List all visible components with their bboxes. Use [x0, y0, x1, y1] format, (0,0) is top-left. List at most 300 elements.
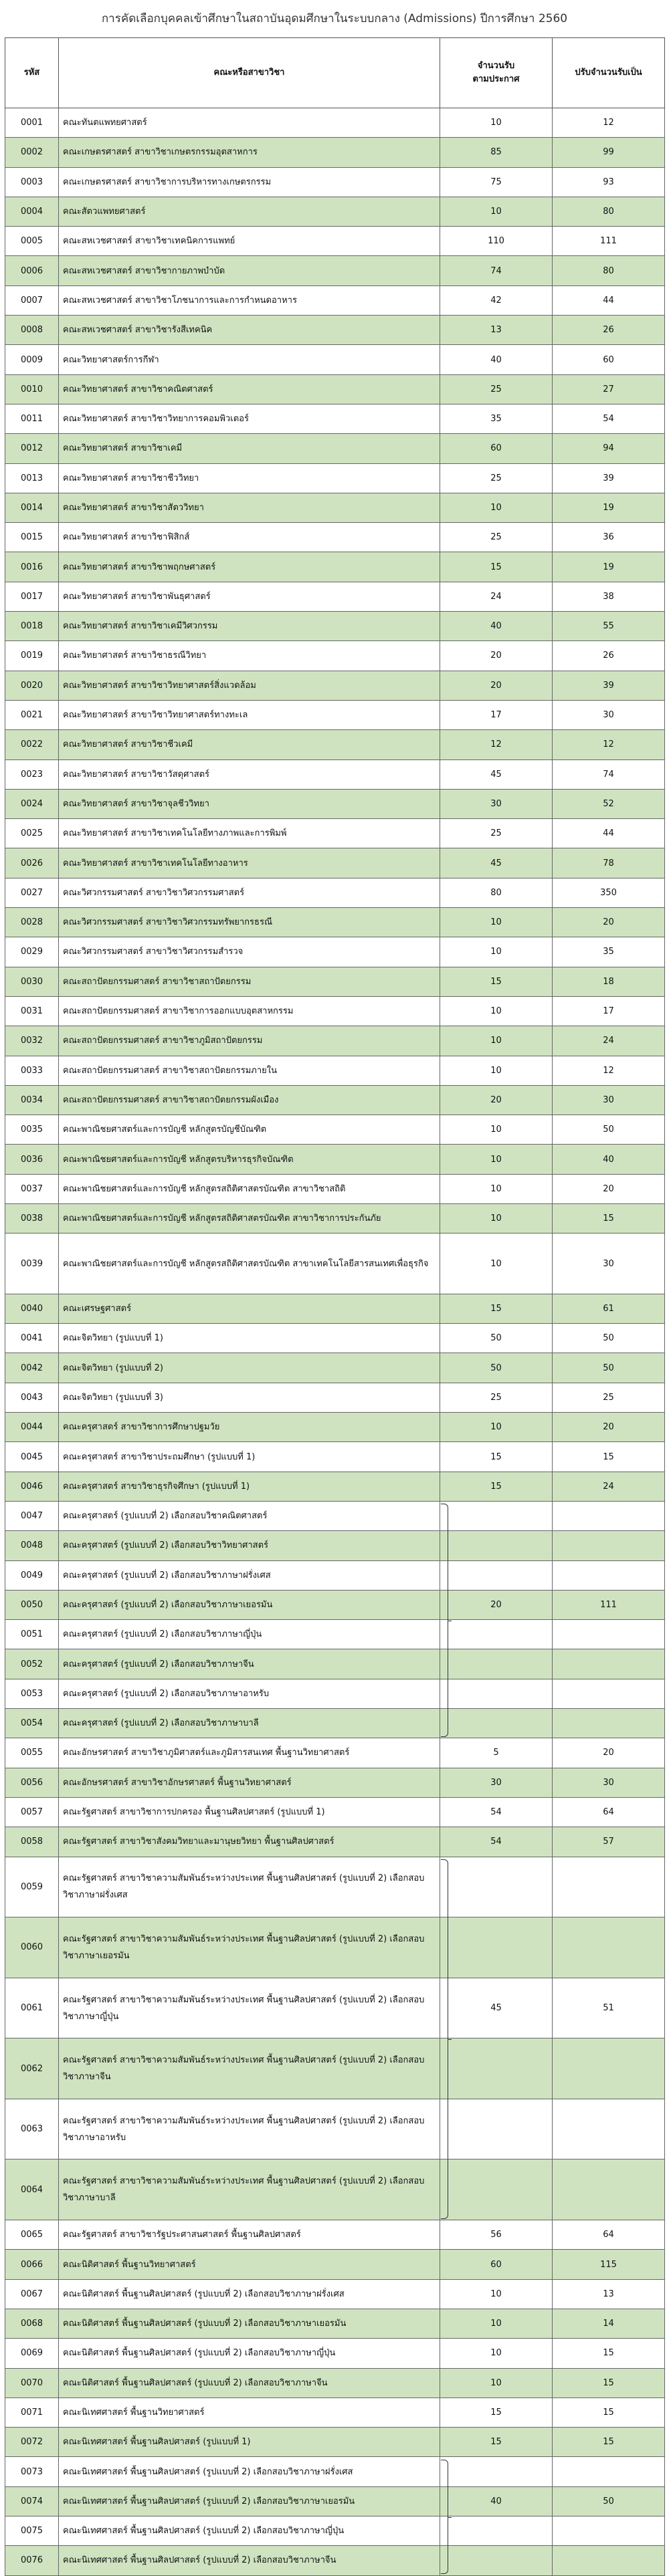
row-code: 0014 [5, 493, 59, 522]
row-code: 0021 [5, 700, 59, 729]
table-row [5, 1738, 665, 1768]
row-original-count: 15 [440, 967, 553, 996]
row-name: คณะรัฐศาสตร์ สาขาวิชาสังคมวิทยาและมานุษยวิทยา พื้นฐานศิลปศาสตร์ [59, 1827, 440, 1857]
row-name: คณะวิทยาศาสตร์ สาขาวิชาจุลชีววิทยา [59, 789, 440, 818]
row-original-count: 20 [440, 1590, 553, 1619]
row-original-count: 12 [440, 730, 553, 759]
row-original-count: 10 [440, 908, 553, 937]
row-adjusted-count: 60 [553, 345, 665, 374]
table-row [5, 108, 665, 138]
row-name: คณะวิทยาศาสตร์การกีฬา [59, 345, 440, 374]
row-code: 0059 [5, 1857, 59, 1917]
row-code: 0032 [5, 1026, 59, 1056]
row-adjusted-count [553, 2546, 665, 2575]
row-adjusted-count: 30 [553, 700, 665, 729]
row-adjusted-count [553, 1620, 665, 1649]
row-original-count: 60 [440, 434, 553, 463]
row-adjusted-count [553, 2516, 665, 2546]
row-name: คณะสถาปัตยกรรมศาสตร์ สาขาวิชาสถาปัตยกรรมภายใน [59, 1056, 440, 1085]
row-code: 0013 [5, 463, 59, 493]
row-adjusted-count: 19 [553, 552, 665, 582]
table-row [5, 2546, 665, 2575]
row-original-count: 15 [440, 552, 553, 582]
row-name: คณะนิติศาสตร์ พื้นฐานศิลปศาสตร์ (รูปแบบที่ 2) เลือกสอบวิชาภาษาฝรั่งเศส [59, 2279, 440, 2309]
row-original-count [440, 2457, 553, 2486]
row-adjusted-count [553, 1709, 665, 1738]
row-original-count [440, 2546, 553, 2575]
table-row [5, 1649, 665, 1679]
table-row [5, 1978, 665, 2038]
row-code: 0069 [5, 2339, 59, 2368]
table-row [5, 848, 665, 878]
table-row [5, 316, 665, 345]
row-name: คณะนิติศาสตร์ พื้นฐานศิลปศาสตร์ (รูปแบบที่ 2) เลือกสอบวิชาภาษาญี่ปุ่น [59, 2339, 440, 2368]
row-original-count: 17 [440, 700, 553, 729]
row-code: 0041 [5, 1324, 59, 1353]
row-code: 0039 [5, 1234, 59, 1294]
row-adjusted-count: 50 [553, 1324, 665, 1353]
row-original-count: 30 [440, 1768, 553, 1797]
row-adjusted-count [553, 2038, 665, 2099]
row-name: คณะสหเวชศาสตร์ สาขาวิชาโภชนาการและการกำหนดอาหาร [59, 285, 440, 315]
row-name: คณะอักษรศาสตร์ สาขาวิชาอักษรศาสตร์ พื้นฐานวิทยาศาสตร์ [59, 1768, 440, 1797]
row-original-count: 40 [440, 345, 553, 374]
row-original-count: 30 [440, 789, 553, 818]
table-header-row [5, 38, 665, 108]
admissions-table [5, 37, 665, 2576]
row-original-count [440, 1501, 553, 1530]
row-name: คณะวิทยาศาสตร์ สาขาวิชาคณิตศาสตร์ [59, 374, 440, 404]
row-original-count: 25 [440, 1383, 553, 1412]
table-row [5, 2339, 665, 2368]
table-row [5, 1145, 665, 1174]
row-code: 0008 [5, 316, 59, 345]
row-adjusted-count: 111 [553, 1590, 665, 1619]
row-adjusted-count: 39 [553, 671, 665, 700]
row-original-count: 50 [440, 1353, 553, 1383]
row-code: 0011 [5, 404, 59, 433]
row-name: คณะนิติศาสตร์ พื้นฐานศิลปศาสตร์ (รูปแบบที่ 2) เลือกสอบวิชาภาษาเยอรมัน [59, 2309, 440, 2338]
row-code: 0045 [5, 1442, 59, 1472]
row-name: คณะนิเทศศาสตร์ พื้นฐานศิลปศาสตร์ (รูปแบบที่ 2) เลือกสอบวิชาภาษาเยอรมัน [59, 2486, 440, 2516]
table-row [5, 1531, 665, 1560]
row-code: 0019 [5, 641, 59, 671]
row-code: 0048 [5, 1531, 59, 1560]
row-adjusted-count: 115 [553, 2250, 665, 2279]
table-row [5, 1442, 665, 1472]
row-original-count: 54 [440, 1827, 553, 1857]
row-adjusted-count [553, 2099, 665, 2159]
row-name: คณะวิศวกรรมศาสตร์ สาขาวิชาวิศวกรรมศาสตร์ [59, 878, 440, 907]
row-original-count: 20 [440, 1085, 553, 1115]
row-name: คณะรัฐศาสตร์ สาขาวิชาความสัมพันธ์ระหว่างประเทศ พื้นฐานศิลปศาสตร์ (รูปแบบที่ 2) เลือกสอบวิชาภาษาจีน [59, 2038, 440, 2099]
row-original-count: 20 [440, 641, 553, 671]
row-code: 0002 [5, 138, 59, 167]
row-code: 0053 [5, 1679, 59, 1708]
row-name: คณะพาณิชยศาสตร์และการบัญชี หลักสูตรบัญชีบัณฑิต [59, 1115, 440, 1145]
row-code: 0003 [5, 167, 59, 197]
table-row [5, 612, 665, 641]
table-row [5, 2428, 665, 2457]
row-original-count: 25 [440, 523, 553, 552]
row-original-count [440, 2038, 553, 2099]
table-row [5, 493, 665, 522]
row-adjusted-count: 15 [553, 2339, 665, 2368]
table-row [5, 2486, 665, 2516]
row-name: คณะครุศาสตร์ (รูปแบบที่ 2) เลือกสอบวิชาวิทยาศาสตร์ [59, 1531, 440, 1560]
row-original-count: 10 [440, 996, 553, 1026]
table-row [5, 2099, 665, 2159]
row-original-count: 54 [440, 1797, 553, 1827]
table-row [5, 878, 665, 907]
row-adjusted-count: 15 [553, 2368, 665, 2397]
row-code: 0060 [5, 1917, 59, 1978]
row-original-count: 10 [440, 2339, 553, 2368]
row-code: 0055 [5, 1738, 59, 1768]
row-code: 0020 [5, 671, 59, 700]
row-adjusted-count: 15 [553, 1203, 665, 1233]
table-row [5, 1857, 665, 1917]
row-original-count: 10 [440, 493, 553, 522]
row-name: คณะวิทยาศาสตร์ สาขาวิชาวิทยาศาสตร์ทางทะเล [59, 700, 440, 729]
row-original-count [440, 1649, 553, 1679]
row-code: 0040 [5, 1294, 59, 1323]
row-original-count [440, 1560, 553, 1590]
table-row [5, 937, 665, 967]
row-adjusted-count: 52 [553, 789, 665, 818]
row-code: 0005 [5, 227, 59, 256]
page-title: การคัดเลือกบุคคลเข้าศึกษาในสถาบันอุดมศึกษาในระบบกลาง (Admissions) ปีการศึกษา 2560 [101, 12, 568, 25]
row-original-count [440, 1917, 553, 1978]
row-adjusted-count: 30 [553, 1768, 665, 1797]
row-original-count [440, 1709, 553, 1738]
table-row [5, 1501, 665, 1530]
row-name: คณะวิทยาศาสตร์ สาขาวิชาพฤกษศาสตร์ [59, 552, 440, 582]
row-name: คณะครุศาสตร์ สาขาวิชาประถมศึกษา (รูปแบบที่ 1) [59, 1442, 440, 1472]
row-adjusted-count: 15 [553, 2428, 665, 2457]
row-adjusted-count: 19 [553, 493, 665, 522]
row-name: คณะรัฐศาสตร์ สาขาวิชาการปกครอง พื้นฐานศิลปศาสตร์ (รูปแบบที่ 1) [59, 1797, 440, 1827]
table-row [5, 167, 665, 197]
table-row [5, 2516, 665, 2546]
row-code: 0004 [5, 197, 59, 226]
row-name: คณะวิทยาศาสตร์ สาขาวิชาเทคโนโลยีทางอาหาร [59, 848, 440, 878]
row-original-count: 10 [440, 197, 553, 226]
table-row [5, 1294, 665, 1323]
row-adjusted-count: 64 [553, 2220, 665, 2250]
row-code: 0054 [5, 1709, 59, 1738]
row-original-count [440, 1620, 553, 1649]
row-code: 0063 [5, 2099, 59, 2159]
row-code: 0043 [5, 1383, 59, 1412]
row-name: คณะรัฐศาสตร์ สาขาวิชาความสัมพันธ์ระหว่างประเทศ พื้นฐานศิลปศาสตร์ (รูปแบบที่ 2) เลือกสอบวิชาภาษาฝรั่งเศส [59, 1857, 440, 1917]
row-code: 0025 [5, 819, 59, 848]
table-row [5, 404, 665, 433]
row-adjusted-count: 39 [553, 463, 665, 493]
row-name: คณะครุศาสตร์ (รูปแบบที่ 2) เลือกสอบวิชาภาษาเยอรมัน [59, 1590, 440, 1619]
row-original-count: 5 [440, 1738, 553, 1768]
row-original-count: 10 [440, 2279, 553, 2309]
table-row [5, 700, 665, 729]
row-original-count: 15 [440, 2397, 553, 2427]
row-original-count: 45 [440, 848, 553, 878]
table-row [5, 1056, 665, 1085]
table-row [5, 1797, 665, 1827]
row-name: คณะสหเวชศาสตร์ สาขาวิชารังสีเทคนิค [59, 316, 440, 345]
row-name: คณะวิทยาศาสตร์ สาขาวิชาวิทยาศาสตร์สิ่งแวดล้อม [59, 671, 440, 700]
row-original-count: 25 [440, 819, 553, 848]
row-code: 0061 [5, 1978, 59, 2038]
table-row [5, 1590, 665, 1619]
row-name: คณะสัตวแพทยศาสตร์ [59, 197, 440, 226]
row-code: 0010 [5, 374, 59, 404]
row-original-count [440, 1531, 553, 1560]
row-code: 0047 [5, 1501, 59, 1530]
row-name: คณะครุศาสตร์ (รูปแบบที่ 2) เลือกสอบวิชาภาษาฝรั่งเศส [59, 1560, 440, 1590]
row-adjusted-count: 20 [553, 1174, 665, 1203]
row-original-count: 13 [440, 316, 553, 345]
row-adjusted-count: 12 [553, 108, 665, 138]
row-adjusted-count: 44 [553, 819, 665, 848]
row-name: คณะทันตแพทยศาสตร์ [59, 108, 440, 138]
row-name: คณะนิเทศศาสตร์ พื้นฐานศิลปศาสตร์ (รูปแบบที่ 2) เลือกสอบวิชาภาษาญี่ปุ่น [59, 2516, 440, 2546]
row-adjusted-count: 27 [553, 374, 665, 404]
row-adjusted-count: 25 [553, 1383, 665, 1412]
row-name: คณะสหเวชศาสตร์ สาขาวิชากายภาพบำบัด [59, 256, 440, 285]
row-code: 0065 [5, 2220, 59, 2250]
row-original-count: 10 [440, 1026, 553, 1056]
row-name: คณะรัฐศาสตร์ สาขาวิชาความสัมพันธ์ระหว่างประเทศ พื้นฐานศิลปศาสตร์ (รูปแบบที่ 2) เลือกสอบวิชาภาษาอาหรับ [59, 2099, 440, 2159]
row-original-count: 10 [440, 1413, 553, 1442]
row-name: คณะนิเทศศาสตร์ พื้นฐานศิลปศาสตร์ (รูปแบบที่ 1) [59, 2428, 440, 2457]
table-row [5, 1026, 665, 1056]
row-name: คณะนิเทศศาสตร์ พื้นฐานศิลปศาสตร์ (รูปแบบที่ 2) เลือกสอบวิชาภาษาจีน [59, 2546, 440, 2575]
row-name: คณะวิทยาศาสตร์ สาขาวิชาเคมีวิศวกรรม [59, 612, 440, 641]
row-code: 0009 [5, 345, 59, 374]
table-row [5, 197, 665, 226]
table-row [5, 671, 665, 700]
row-original-count: 10 [440, 2309, 553, 2338]
row-adjusted-count: 20 [553, 908, 665, 937]
row-adjusted-count: 44 [553, 285, 665, 315]
row-adjusted-count: 30 [553, 1234, 665, 1294]
row-name: คณะพาณิชยศาสตร์และการบัญชี หลักสูตรสถิติศาสตรบัณฑิต สาขาวิชาการประกันภัย [59, 1203, 440, 1233]
row-original-count: 25 [440, 374, 553, 404]
row-code: 0033 [5, 1056, 59, 1085]
row-adjusted-count: 20 [553, 1738, 665, 1768]
row-adjusted-count: 64 [553, 1797, 665, 1827]
row-code: 0050 [5, 1590, 59, 1619]
row-code: 0068 [5, 2309, 59, 2338]
row-adjusted-count: 350 [553, 878, 665, 907]
table-row [5, 1115, 665, 1145]
row-name: คณะสหเวชศาสตร์ สาขาวิชาเทคนิคการแพทย์ [59, 227, 440, 256]
row-name: คณะพาณิชยศาสตร์และการบัญชี หลักสูตรสถิติศาสตรบัณฑิต สาขาวิชาสถิติ [59, 1174, 440, 1203]
row-original-count: 56 [440, 2220, 553, 2250]
row-code: 0073 [5, 2457, 59, 2486]
table-row [5, 2309, 665, 2338]
row-code: 0057 [5, 1797, 59, 1827]
row-original-count: 50 [440, 1324, 553, 1353]
row-name: คณะสถาปัตยกรรมศาสตร์ สาขาวิชาการออกแบบอุตสาหกรรม [59, 996, 440, 1026]
row-adjusted-count: 111 [553, 227, 665, 256]
row-name: คณะรัฐศาสตร์ สาขาวิชาความสัมพันธ์ระหว่างประเทศ พื้นฐานศิลปศาสตร์ (รูปแบบที่ 2) เลือกสอบวิชาภาษาญี่ปุ่น [59, 1978, 440, 2038]
row-original-count: 45 [440, 1978, 553, 2038]
row-name: คณะสถาปัตยกรรมศาสตร์ สาขาวิชาภูมิสถาปัตยกรรม [59, 1026, 440, 1056]
row-name: คณะวิศวกรรมศาสตร์ สาขาวิชาวิศวกรรมสำรวจ [59, 937, 440, 967]
table-row [5, 1413, 665, 1442]
row-original-count: 10 [440, 1203, 553, 1233]
row-code: 0051 [5, 1620, 59, 1649]
table-row [5, 2368, 665, 2397]
row-code: 0058 [5, 1827, 59, 1857]
table-row [5, 227, 665, 256]
row-code: 0028 [5, 908, 59, 937]
table-row [5, 1560, 665, 1590]
row-code: 0074 [5, 2486, 59, 2516]
row-adjusted-count [553, 1649, 665, 1679]
row-original-count: 10 [440, 108, 553, 138]
table-body [5, 108, 665, 2576]
table-row [5, 641, 665, 671]
row-name: คณะวิทยาศาสตร์ สาขาวิชาเทคโนโลยีทางภาพและการพิมพ์ [59, 819, 440, 848]
row-name: คณะครุศาสตร์ (รูปแบบที่ 2) เลือกสอบวิชาภาษาบาลี [59, 1709, 440, 1738]
row-code: 0035 [5, 1115, 59, 1145]
row-code: 0018 [5, 612, 59, 641]
row-original-count: 74 [440, 256, 553, 285]
row-original-count: 20 [440, 671, 553, 700]
row-original-count: 15 [440, 2428, 553, 2457]
row-adjusted-count: 55 [553, 612, 665, 641]
row-name: คณะเกษตรศาสตร์ สาขาวิชาเกษตรกรรมอุตสาหการ [59, 138, 440, 167]
table-row [5, 463, 665, 493]
row-name: คณะครุศาสตร์ (รูปแบบที่ 2) เลือกสอบวิชาภาษาอาหรับ [59, 1679, 440, 1708]
row-adjusted-count: 17 [553, 996, 665, 1026]
table-row [5, 1085, 665, 1115]
row-original-count: 42 [440, 285, 553, 315]
row-code: 0042 [5, 1353, 59, 1383]
row-name: คณะครุศาสตร์ (รูปแบบที่ 2) เลือกสอบวิชาภาษาจีน [59, 1649, 440, 1679]
row-adjusted-count: 26 [553, 641, 665, 671]
table-row [5, 1709, 665, 1738]
row-original-count: 10 [440, 1056, 553, 1085]
row-name: คณะรัฐศาสตร์ สาขาวิชารัฐประศาสนศาสตร์ พื้นฐานศิลปศาสตร์ [59, 2220, 440, 2250]
row-name: คณะอักษรศาสตร์ สาขาวิชาภูมิศาสตร์และภูมิสารสนเทศ พื้นฐานวิทยาศาสตร์ [59, 1738, 440, 1768]
header-original: จำนวนรับ ตามประกาศ [440, 38, 553, 108]
row-adjusted-count: 30 [553, 1085, 665, 1115]
row-adjusted-count: 61 [553, 1294, 665, 1323]
row-name: คณะพาณิชยศาสตร์และการบัญชี หลักสูตรสถิติศาสตรบัณฑิต สาขาเทคโนโลยีสารสนเทศเพื่อธุรกิจ [59, 1234, 440, 1294]
row-code: 0070 [5, 2368, 59, 2397]
row-name: คณะวิทยาศาสตร์ สาขาวิชาวิทยาการคอมพิวเตอร์ [59, 404, 440, 433]
row-original-count: 15 [440, 1294, 553, 1323]
row-adjusted-count: 15 [553, 2397, 665, 2427]
row-code: 0076 [5, 2546, 59, 2575]
row-code: 0066 [5, 2250, 59, 2279]
row-original-count [440, 2159, 553, 2220]
row-code: 0034 [5, 1085, 59, 1115]
row-code: 0029 [5, 937, 59, 967]
row-name: คณะสถาปัตยกรรมศาสตร์ สาขาวิชาสถาปัตยกรรม [59, 967, 440, 996]
table-row [5, 759, 665, 789]
row-adjusted-count: 51 [553, 1978, 665, 2038]
row-code: 0031 [5, 996, 59, 1026]
row-code: 0037 [5, 1174, 59, 1203]
table-row [5, 789, 665, 818]
row-original-count [440, 2099, 553, 2159]
row-name: คณะวิทยาศาสตร์ สาขาวิชาสัตววิทยา [59, 493, 440, 522]
row-name: คณะนิติศาสตร์ พื้นฐานวิทยาศาสตร์ [59, 2250, 440, 2279]
row-original-count: 45 [440, 759, 553, 789]
row-adjusted-count: 93 [553, 167, 665, 197]
row-name: คณะวิทยาศาสตร์ สาขาวิชาวัสดุศาสตร์ [59, 759, 440, 789]
table-row [5, 1383, 665, 1412]
table-row [5, 2457, 665, 2486]
row-original-count: 10 [440, 1115, 553, 1145]
table-row [5, 2250, 665, 2279]
table-row [5, 2159, 665, 2220]
table-row [5, 1234, 665, 1294]
row-code: 0022 [5, 730, 59, 759]
row-code: 0030 [5, 967, 59, 996]
row-name: คณะวิทยาศาสตร์ สาขาวิชาชีววิทยา [59, 463, 440, 493]
row-name: คณะวิทยาศาสตร์ สาขาวิชาเคมี [59, 434, 440, 463]
row-code: 0015 [5, 523, 59, 552]
row-adjusted-count [553, 1917, 665, 1978]
table-row [5, 1174, 665, 1203]
row-name: คณะจิตวิทยา (รูปแบบที่ 2) [59, 1353, 440, 1383]
row-original-count: 40 [440, 612, 553, 641]
row-original-count: 25 [440, 463, 553, 493]
row-original-count: 75 [440, 167, 553, 197]
row-adjusted-count [553, 1857, 665, 1917]
row-name: คณะรัฐศาสตร์ สาขาวิชาความสัมพันธ์ระหว่างประเทศ พื้นฐานศิลปศาสตร์ (รูปแบบที่ 2) เลือกสอบวิชาภาษาเยอรมัน [59, 1917, 440, 1978]
row-name: คณะนิเทศศาสตร์ พื้นฐานศิลปศาสตร์ (รูปแบบที่ 2) เลือกสอบวิชาภาษาฝรั่งเศส [59, 2457, 440, 2486]
table-row [5, 2220, 665, 2250]
row-original-count [440, 1679, 553, 1708]
row-original-count [440, 1857, 553, 1917]
row-name: คณะเกษตรศาสตร์ สาขาวิชาการบริหารทางเกษตรกรรม [59, 167, 440, 197]
header-adjusted: ปรับจำนวนรับเป็น [553, 38, 665, 108]
row-adjusted-count: 36 [553, 523, 665, 552]
table-row [5, 2397, 665, 2427]
row-adjusted-count [553, 1501, 665, 1530]
row-adjusted-count: 26 [553, 316, 665, 345]
row-original-count: 40 [440, 2486, 553, 2516]
row-code: 0064 [5, 2159, 59, 2220]
table-row [5, 552, 665, 582]
row-adjusted-count [553, 2457, 665, 2486]
row-original-count: 10 [440, 1145, 553, 1174]
row-code: 0071 [5, 2397, 59, 2427]
row-code: 0046 [5, 1472, 59, 1501]
row-original-count: 60 [440, 2250, 553, 2279]
row-adjusted-count: 12 [553, 1056, 665, 1085]
row-code: 0067 [5, 2279, 59, 2309]
table-row [5, 1472, 665, 1501]
row-code: 0023 [5, 759, 59, 789]
row-adjusted-count: 40 [553, 1145, 665, 1174]
row-adjusted-count [553, 1679, 665, 1708]
row-original-count: 10 [440, 1234, 553, 1294]
row-adjusted-count: 35 [553, 937, 665, 967]
row-code: 0052 [5, 1649, 59, 1679]
header-code: รหัส [5, 38, 59, 108]
row-code: 0038 [5, 1203, 59, 1233]
row-original-count: 80 [440, 878, 553, 907]
table-row [5, 256, 665, 285]
table-row [5, 434, 665, 463]
